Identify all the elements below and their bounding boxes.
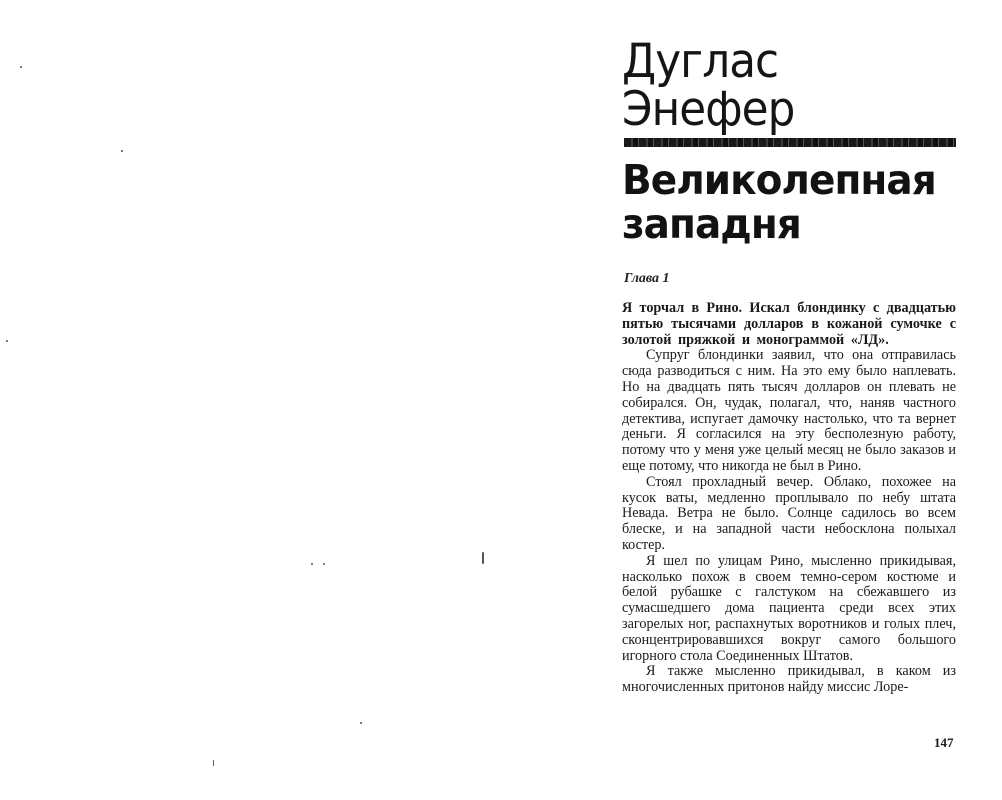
paragraph: Я шел по улицам Рино, мысленно прикидывая, насколько похож в своем темно-сером костюме и белой рубашке с галстуком на сбежавшего из сумасшедшего дома пациента среди всех этих загорелых ног, распахнутых воротников и голых плеч, сконцентрировавшихся вокруг самого большого игорного стола Соединенных Штатов.: [622, 552, 956, 664]
scan-speck: [213, 760, 214, 766]
scan-speck: [6, 340, 8, 342]
decorative-rule: [624, 138, 956, 147]
scan-speck: [311, 563, 313, 565]
page-number: 147: [934, 735, 954, 750]
paragraph: Я торчал в Рино. Искал блондинку с двадцатью пятью тысячами долларов в кожаной сумочке с золотой пряжкой и монограммой «ЛД».: [622, 300, 956, 348]
scan-speck: [360, 722, 362, 724]
book-title: [622, 158, 936, 246]
scan-speck: [121, 150, 123, 152]
scan-speck: [20, 66, 22, 68]
paragraph: Супруг блондинки заявил, что она отправилась сюда разводиться с ним. На это ему было наплевать. Но на двадцать пять тысяч долларов он плевать не собирался. Он, чудак, полагал, что, наняв частного детектива, испугает дамочку настолько, что та вернет деньги. Я согласился на эту бесполезную работу, потому что у меня уже целый месяц не было заказов и еще потому, что никогда не был в Рино.: [622, 347, 956, 474]
left-page-blank: [0, 0, 500, 800]
author-first-name: Дуглас: [622, 34, 779, 89]
chapter-heading: Глава 1: [624, 271, 670, 286]
author-name: [622, 34, 795, 137]
scan-speck: [323, 563, 325, 565]
book-title-line-1: Великолепная: [622, 156, 936, 204]
paragraph: Я также мысленно прикидывал, в каком из многочисленных притонов найду миссис Лоре-: [622, 663, 956, 696]
paragraph: Стоял прохладный вечер. Облако, похожее на кусок ваты, медленно проплывало по небу штата Невада. Ветра не было. Солнце садилось во всем блеске, и на западной части небосклона полыхал костер.: [622, 473, 956, 553]
scan-speck: [482, 552, 484, 564]
right-page: [612, 0, 972, 800]
body-text: [622, 301, 956, 696]
book-title-line-2: западня: [622, 200, 801, 248]
author-last-name: Энефер: [622, 82, 795, 137]
